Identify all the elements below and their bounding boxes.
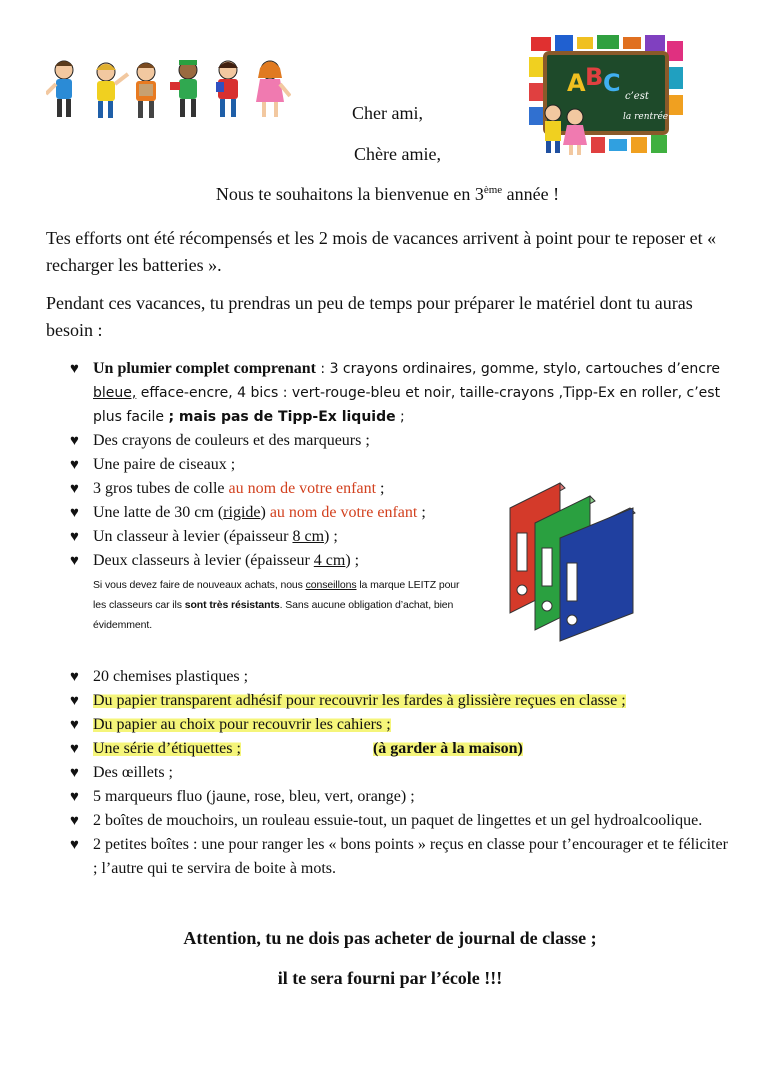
classeur1-end: ) ; [324, 528, 338, 545]
list-item-fluo [70, 785, 730, 809]
mouchoirs-text: 2 boîtes de mouchoirs, un rouleau essuie-tout, un paquet de lingettes et un gel hydroalcoolique. [93, 812, 703, 829]
greeting-line-2: Chère amie, [354, 144, 441, 164]
child-figure-1 [46, 61, 73, 117]
note-underline: conseillons [305, 579, 357, 591]
latte-text: Une latte de 30 cm ( [93, 504, 224, 521]
child-figure-3 [136, 63, 156, 118]
plumier-text-2: efface-encre, 4 bics : vert-rouge-bleu et noir, taille-crayons ,Tipp-Ex en roller, c’est plus facile [93, 385, 721, 425]
child-figure-6 [256, 61, 290, 117]
colle-text: 3 gros tubes de colle [93, 480, 229, 497]
intro-paragraph: Tes efforts ont été récompensés et les 2 mois de vacances arrivent à point pour te reposer et « recharger les batteries ». [46, 228, 717, 275]
svg-text:c’est: c’est [625, 91, 649, 102]
heart-bullet-icon: ♥ [70, 693, 79, 709]
latte-underline: rigide [223, 504, 261, 521]
list-item-mouchoirs [70, 809, 730, 833]
list-item-chemises [70, 665, 730, 689]
greeting-line-1: Cher ami, [352, 103, 423, 123]
papier-choix-text: Du papier au choix pour recouvrir les cahiers ; [93, 716, 391, 733]
heart-bullet-icon: ♥ [70, 741, 79, 757]
child-figure-4 [170, 60, 197, 117]
list-item-papier-choix [70, 713, 730, 737]
latte-end: ; [417, 504, 426, 521]
list-item-ciseaux [70, 453, 730, 477]
heart-bullet-icon: ♥ [70, 505, 79, 521]
plumier-bold-warning: ; mais pas de Tipp-Ex liquide [168, 409, 396, 425]
papier-transparent-text: Du papier transparent adhésif pour recouvrir les fardes à glissière reçues en classe ; [93, 692, 626, 709]
heart-bullet-icon: ♥ [70, 361, 79, 377]
svg-text:A: A [567, 69, 586, 97]
oeillets-text: Des œillets ; [93, 764, 173, 781]
attention-line-1: Attention, tu ne dois pas acheter de journal de classe ; [183, 928, 597, 948]
list-item-oeillets [70, 761, 730, 785]
garder-maison-text: (à garder à la maison) [372, 740, 523, 757]
colle-name-note: au nom de votre enfant [228, 480, 377, 497]
heart-bullet-icon: ♥ [70, 481, 79, 497]
binders-clipart-image [505, 478, 640, 643]
etiquettes-text: Une série d’étiquettes ; [93, 740, 241, 757]
note-text-1: Si vous devez faire de nouveaux achats, nous [93, 579, 306, 591]
plumier-text-3: ; [395, 409, 405, 425]
heart-bullet-icon: ♥ [70, 529, 79, 545]
note-bold: sont très résistants [184, 599, 280, 611]
welcome-suffix: année ! [502, 184, 560, 204]
latte-name-note: au nom de votre enfant [269, 504, 418, 521]
chemises-text: 20 chemises plastiques ; [93, 668, 249, 685]
heart-bullet-icon: ♥ [70, 837, 79, 853]
preparation-paragraph: Pendant ces vacances, tu prendras un peu de temps pour préparer le matériel dont tu auras besoin : [46, 293, 693, 340]
ciseaux-text: Une paire de ciseaux ; [93, 456, 236, 473]
heart-bullet-icon: ♥ [70, 433, 79, 449]
leitz-note [93, 575, 463, 635]
list-item-crayons [70, 429, 730, 453]
welcome-line [150, 184, 625, 205]
boites-text: 2 petites boîtes : une pour ranger les « bons points » reçus en classe pour t’encourager et te féliciter ; l’autre qui te servira de boite à mots. [93, 836, 728, 877]
plumier-title: Un plumier complet comprenant [93, 360, 316, 377]
plumier-text-1: : 3 crayons ordinaires, gomme, stylo, cartouches d’encre [315, 361, 721, 377]
children-clipart-image [46, 52, 291, 124]
classeur2-underline: 4 cm [313, 552, 346, 569]
svg-text:B: B [585, 63, 604, 91]
svg-text:la rentrée: la rentrée [623, 112, 669, 122]
fluo-text: 5 marqueurs fluo (jaune, rose, bleu, vert, orange) ; [93, 788, 415, 805]
child-figure-5 [216, 61, 238, 117]
classeur1-underline: 8 cm [292, 528, 325, 545]
heart-bullet-icon: ♥ [70, 669, 79, 685]
classeur2-end: ) ; [345, 552, 360, 569]
crayons-text: Des crayons de couleurs et des marqueurs ; [93, 432, 370, 449]
colle-end: ; [376, 480, 385, 497]
heart-bullet-icon: ♥ [70, 457, 79, 473]
back-to-school-clipart-image [527, 33, 685, 158]
plumier-underline: bleue, [93, 385, 137, 401]
list-item-etiquettes [70, 737, 730, 761]
heart-bullet-icon: ♥ [70, 553, 79, 569]
latte-mid: ) [260, 504, 270, 521]
child-figure-2 [96, 63, 128, 118]
welcome-prefix: Nous te souhaitons la bienvenue en 3 [215, 184, 484, 204]
list-item-papier-transparent [70, 689, 730, 713]
heart-bullet-icon: ♥ [70, 813, 79, 829]
welcome-superscript: ème [483, 184, 503, 196]
note-text-2: la marque LEITZ pour les classeurs car ils [93, 579, 460, 611]
heart-bullet-icon: ♥ [70, 717, 79, 733]
classeur1-text: Un classeur à levier (épaisseur [93, 528, 293, 545]
list-item-boites [70, 833, 730, 881]
attention-line-2: il te sera fourni par l’école !!! [277, 968, 503, 988]
heart-bullet-icon: ♥ [70, 789, 79, 805]
svg-text:C: C [603, 69, 621, 97]
note-text-3: . Sans aucune obligation d’achat, bien évidemment. [93, 599, 454, 631]
classeur2-text: Deux classeurs à levier (épaisseur [93, 552, 314, 569]
list-item-plumier [70, 357, 730, 429]
heart-bullet-icon: ♥ [70, 765, 79, 781]
supply-list-part-2 [70, 665, 730, 881]
